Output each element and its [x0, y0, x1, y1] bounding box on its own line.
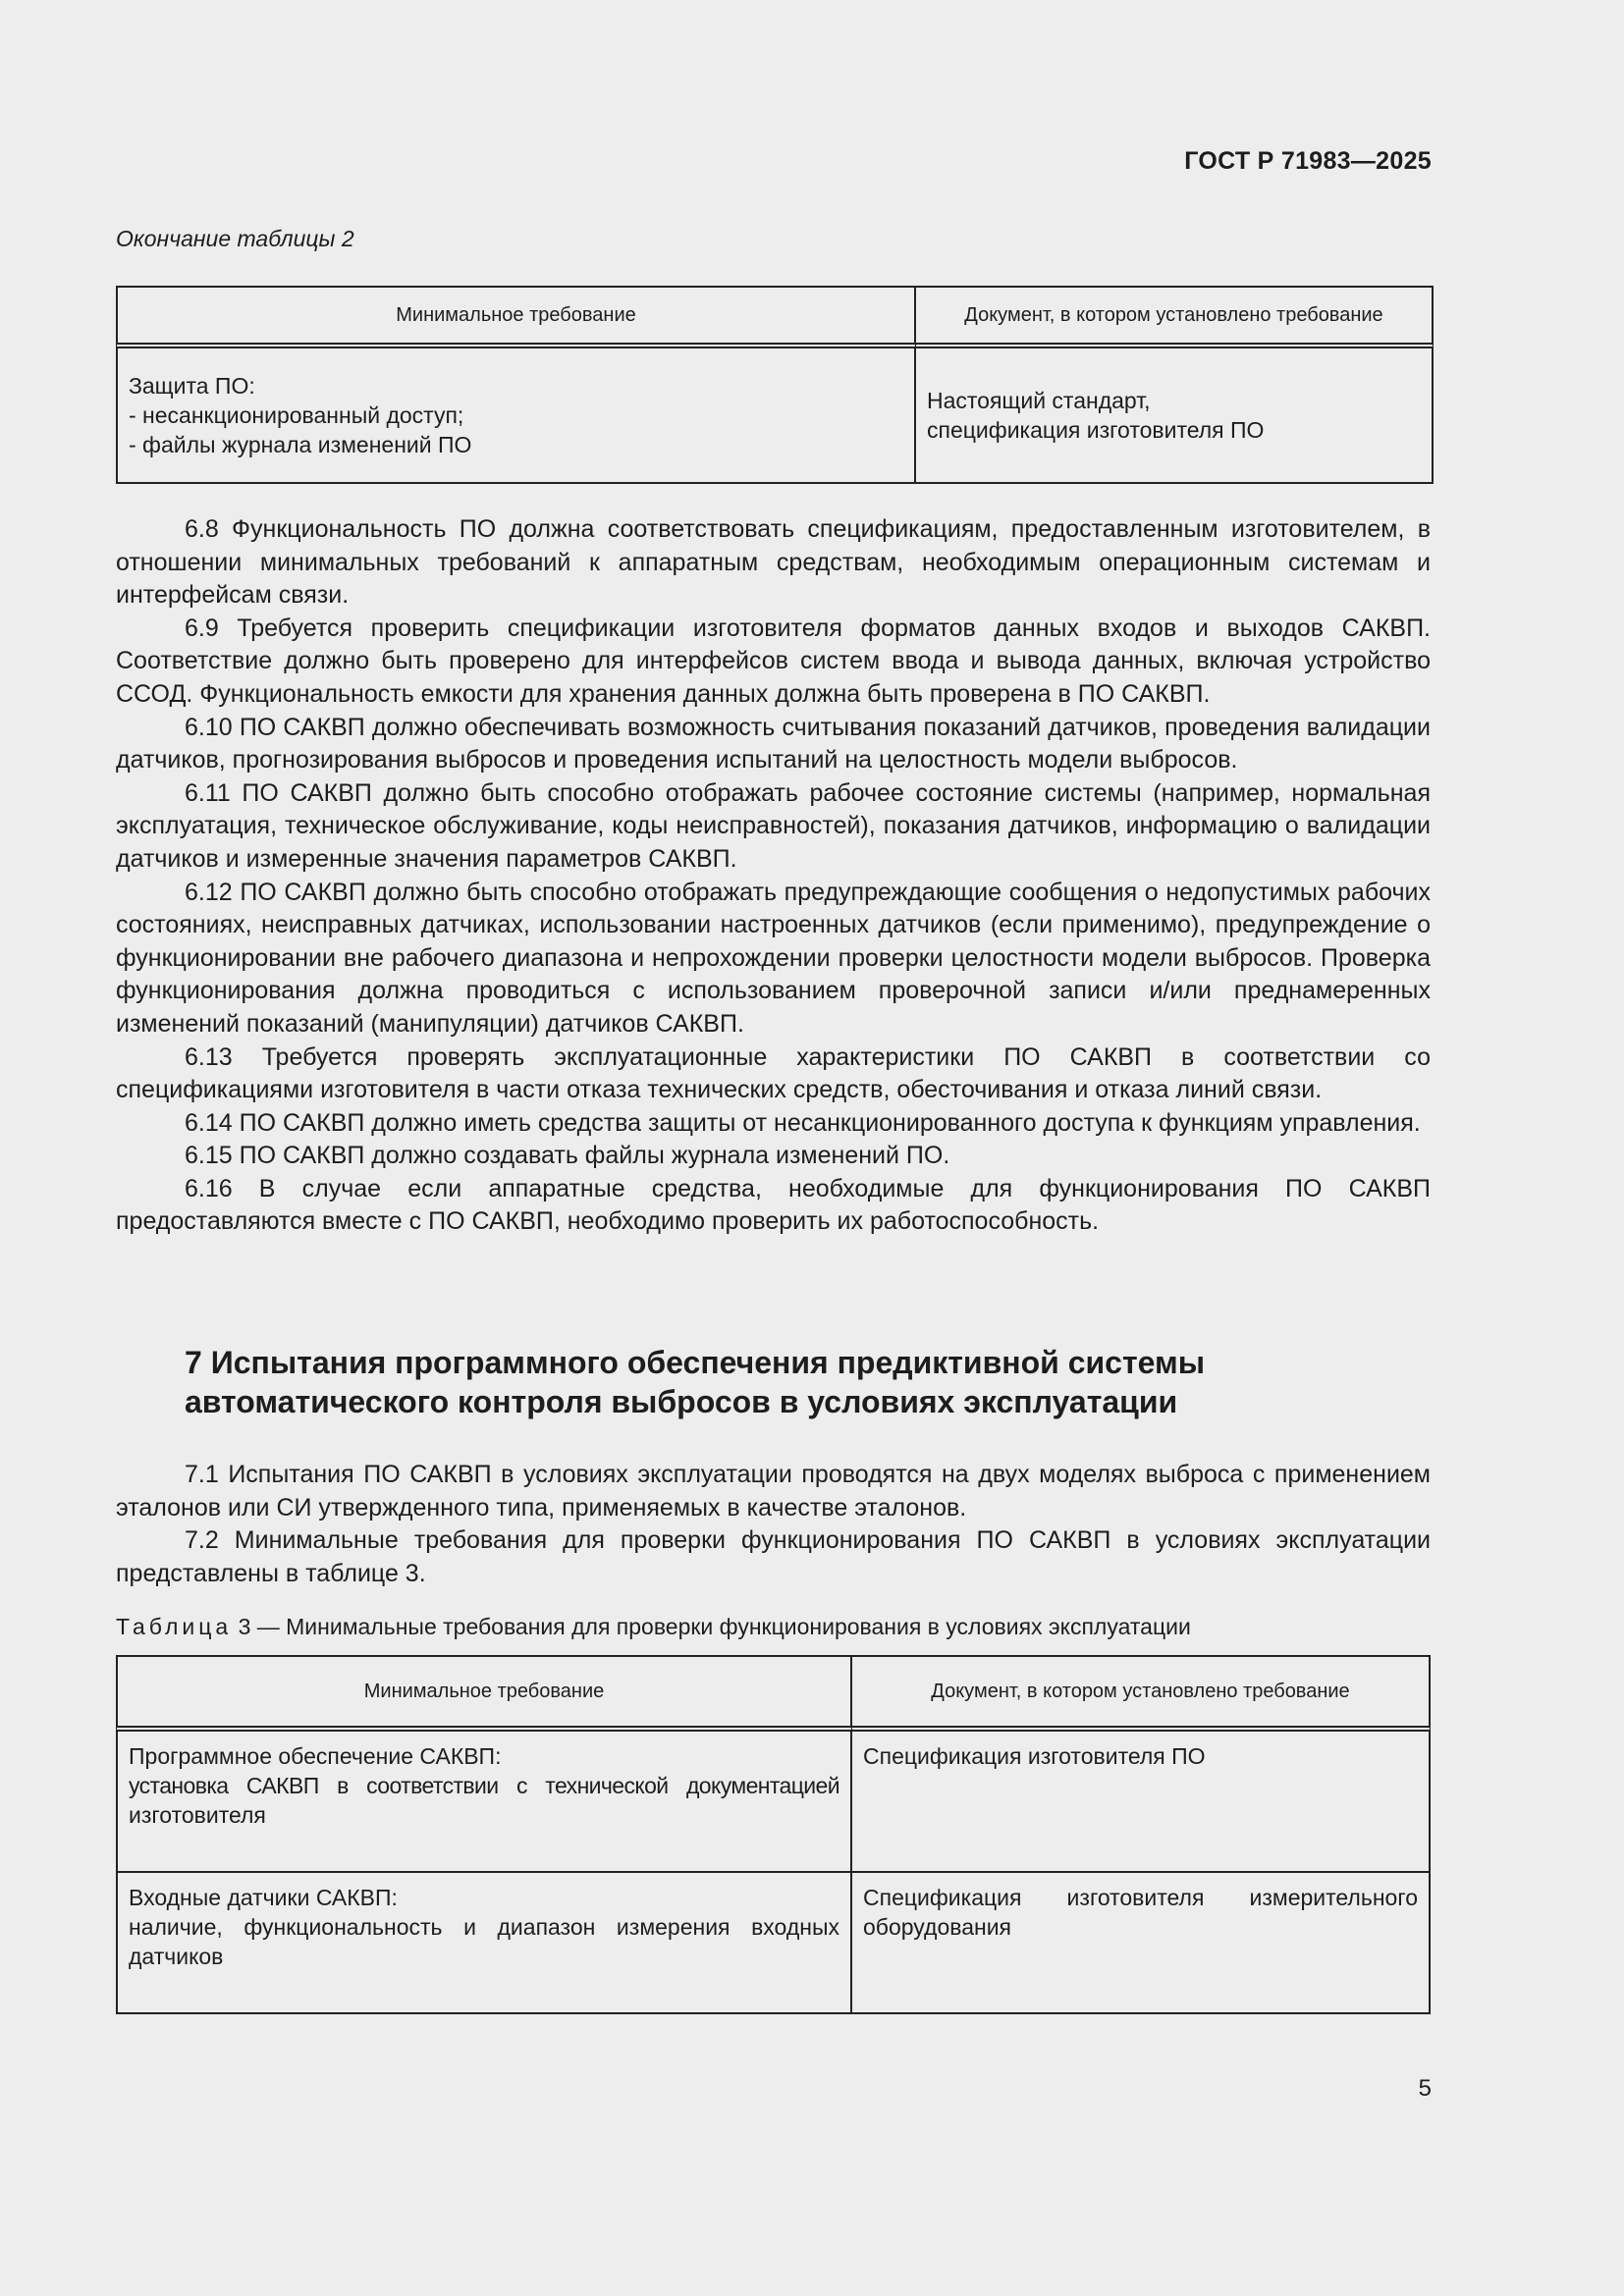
- paragraph-7-1: 7.1 Испытания ПО САКВП в условиях эксплуатации проводятся на двух моделях выброса с применением эталонов или СИ утвержденного типа, применяемых в качестве эталонов.: [116, 1461, 1431, 1522]
- requirement-title: Программное обеспечение САКВП:: [129, 1743, 502, 1769]
- document-cell: [916, 348, 1434, 484]
- table3-caption-label: Таблица: [116, 1614, 233, 1639]
- table-row: [116, 1873, 1431, 2014]
- column-header-document: Документ, в котором установлено требование: [916, 286, 1434, 348]
- document-line: оборудования: [863, 1914, 1011, 1940]
- paragraph-6-9: 6.9 Требуется проверить спецификации изготовителя форматов данных входов и выходов САКВП. Соответствие должно быть проверено для интерфейсов систем ввода и вывода данных, включая устройство ССОД. Функциональность емкости для хранения данных должна быть проверена в ПО САКВП.: [116, 614, 1431, 708]
- requirement-cell: [116, 1732, 852, 1873]
- table-3: [116, 1655, 1431, 2014]
- requirement-title: Входные датчики САКВП:: [129, 1885, 398, 1910]
- table-header-row: [116, 286, 1434, 348]
- requirement-text: наличие, функциональность и диапазон измерения входных: [129, 1914, 839, 1940]
- document-code: ГОСТ Р 71983—2025: [1184, 147, 1432, 175]
- paragraph-7-2: 7.2 Минимальные требования для проверки функционирования ПО САКВП в условиях эксплуатации представлены в таблице 3.: [116, 1526, 1431, 1587]
- requirement-item: - несанкционированный доступ;: [129, 402, 464, 428]
- table-row: [116, 348, 1434, 484]
- section-7-heading-line: автоматического контроля выбросов в условиях эксплуатации: [185, 1384, 1178, 1419]
- column-header-document: Документ, в котором установлено требование: [852, 1655, 1431, 1732]
- paragraph-6-10: 6.10 ПО САКВП должно обеспечивать возможность считывания показаний датчиков, проведения валидации датчиков, прогнозирования выбросов и проведения испытаний на целостность модели выбросов.: [116, 713, 1431, 774]
- paragraph-6-14: 6.14 ПО САКВП должно иметь средства защиты от несанкционированного доступа к функциям управления.: [185, 1108, 1421, 1137]
- section-7-body: [116, 1459, 1431, 1590]
- document-line: Спецификация изготовителя измерительного: [863, 1885, 1418, 1910]
- requirement-cell: [116, 348, 916, 484]
- column-header-requirement: Минимальное требование: [116, 286, 916, 348]
- requirement-cell: [116, 1873, 852, 2014]
- requirement-text: установка САКВП в соответствии с технической документацией: [129, 1773, 839, 1798]
- document-line: спецификация изготовителя ПО: [927, 417, 1265, 443]
- paragraph-6-16: 6.16 В случае если аппаратные средства, необходимые для функционирования ПО САКВП предоставляются вместе с ПО САКВП, необходимо проверить их работоспособность.: [116, 1174, 1431, 1236]
- section-6-body: [116, 513, 1431, 1239]
- requirement-title: Защита ПО:: [129, 373, 255, 399]
- document-line: Настоящий стандарт,: [927, 388, 1151, 413]
- table2-continuation-caption: Окончание таблицы 2: [116, 226, 354, 251]
- paragraph-6-11: 6.11 ПО САКВП должно быть способно отображать рабочее состояние системы (например, нормальная эксплуатация, техническое обслуживание, коды неисправностей), показания датчиков, информацию о валидации датчиков и измеренные значения параметров САКВП.: [116, 778, 1431, 873]
- paragraph-6-15: 6.15 ПО САКВП должно создавать файлы журнала изменений ПО.: [185, 1142, 950, 1170]
- table-row: [116, 1732, 1431, 1873]
- requirement-text: датчиков: [129, 1944, 224, 1969]
- table3-caption-text: 3 — Минимальные требования для проверки функционирования в условиях эксплуатации: [238, 1614, 1191, 1639]
- column-header-requirement: Минимальное требование: [116, 1655, 852, 1732]
- paragraph-6-12: 6.12 ПО САКВП должно быть способно отображать предупреждающие сообщения о недопустимых рабочих состояниях, неисправных датчиках, использовании настроенных датчиков (если применимо), предупреждение о функционировании вне рабочего диапазона и непрохождении проверки целостности модели выбросов. Проверка функционирования должна проводиться с использованием проверочной записи и/или преднамеренных изменений показаний (манипуляции) датчиков САКВП.: [116, 878, 1431, 1038]
- table3-caption: [116, 1614, 1191, 1640]
- paragraph-6-13: 6.13 Требуется проверять эксплуатационные характеристики ПО САКВП в соответствии со спецификациями изготовителя в части отказа технических средств, обесточивания и отказа линий связи.: [116, 1042, 1431, 1104]
- page-number: 5: [1418, 2075, 1432, 2102]
- table-header-row: [116, 1655, 1431, 1732]
- table-2: [116, 286, 1434, 484]
- document-line: Спецификация изготовителя ПО: [863, 1743, 1206, 1769]
- document-cell: [852, 1732, 1431, 1873]
- requirement-text: изготовителя: [129, 1802, 266, 1828]
- section-7-heading-line: 7 Испытания программного обеспечения предиктивной системы: [185, 1345, 1206, 1380]
- paragraph-6-8: 6.8 Функциональность ПО должна соответствовать спецификациям, предоставленным изготовителем, в отношении минимальных требований к аппаратным средствам, необходимым операционным системам и интерфейсам связи.: [116, 515, 1431, 610]
- section-7-heading: [185, 1343, 1422, 1421]
- document-cell: [852, 1873, 1431, 2014]
- requirement-item: - файлы журнала изменений ПО: [129, 432, 472, 457]
